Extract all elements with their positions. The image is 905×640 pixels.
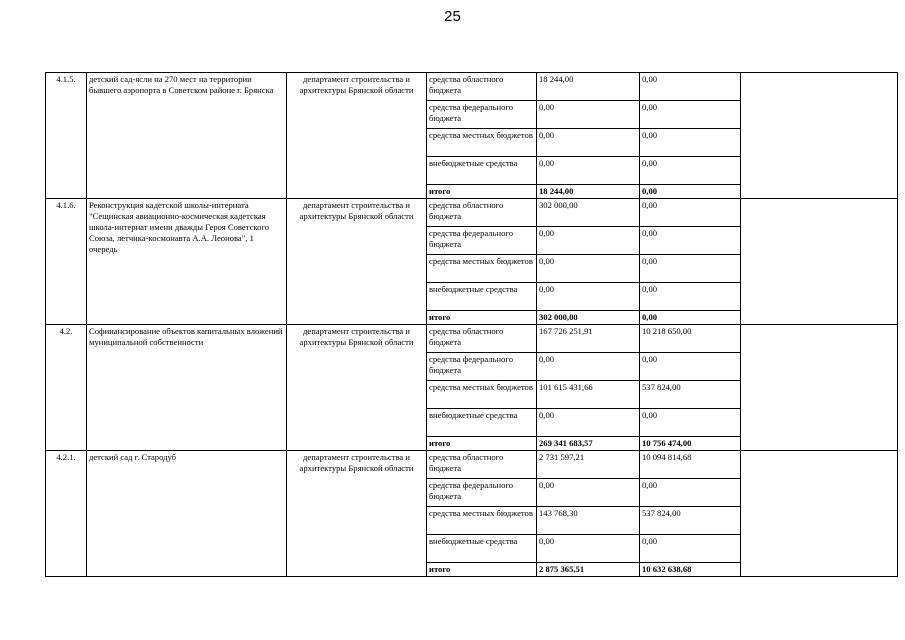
amount-column-1: 302 000,00 — [537, 199, 640, 227]
total-label: итого — [427, 185, 537, 199]
total-amount-1: 18 244,00 — [537, 185, 640, 199]
responsible-department: департамент строительства и архитектуры Брянской области — [287, 451, 427, 577]
item-number: 4.1.5. — [46, 73, 87, 199]
responsible-department: департамент строительства и архитектуры Брянской области — [287, 325, 427, 451]
total-label: итого — [427, 311, 537, 325]
amount-column-1: 101 615 431,66 — [537, 381, 640, 409]
total-amount-1: 2 875 365,51 — [537, 563, 640, 577]
amount-column-2: 0,00 — [640, 409, 741, 437]
funding-source: средства местных бюджетов — [427, 255, 537, 283]
amount-column-2: 0,00 — [640, 535, 741, 563]
amount-column-1: 0,00 — [537, 157, 640, 185]
amount-column-2: 537 824,00 — [640, 507, 741, 535]
item-number: 4.2. — [46, 325, 87, 451]
amount-column-1: 0,00 — [537, 129, 640, 157]
table-row — [46, 325, 898, 353]
funding-source: средства местных бюджетов — [427, 507, 537, 535]
funding-source: внебюджетные средства — [427, 409, 537, 437]
item-number: 4.2.1. — [46, 451, 87, 577]
empty-cell — [741, 199, 898, 325]
item-name: Софинансирование объектов капитальных вложений муниципальной собственности — [87, 325, 287, 451]
item-name: детский сад-ясли на 270 мест на территории бывшего аэропорта в Советском районе г. Брянска — [87, 73, 287, 199]
funding-source: средства местных бюджетов — [427, 129, 537, 157]
total-amount-1: 302 000,00 — [537, 311, 640, 325]
amount-column-2: 10 094 814,68 — [640, 451, 741, 479]
amount-column-1: 143 768,30 — [537, 507, 640, 535]
amount-column-1: 0,00 — [537, 227, 640, 255]
amount-column-2: 0,00 — [640, 283, 741, 311]
total-label: итого — [427, 437, 537, 451]
responsible-department: департамент строительства и архитектуры Брянской области — [287, 73, 427, 199]
funding-source: внебюджетные средства — [427, 157, 537, 185]
amount-column-2: 0,00 — [640, 101, 741, 129]
amount-column-2: 537 824,00 — [640, 381, 741, 409]
amount-column-2: 0,00 — [640, 479, 741, 507]
item-name: детский сад г. Стародуб — [87, 451, 287, 577]
total-amount-2: 0,00 — [640, 185, 741, 199]
item-name: Реконструкция кадетской школы-интерната "Сещинская авиационно-космическая кадетская школа-интернат имени дважды Героя Советского Союза, летчика-космонавта А.А. Леонова", 1 очередь — [87, 199, 287, 325]
table-row — [46, 73, 898, 101]
funding-source: средства федерального бюджета — [427, 353, 537, 381]
funding-source: средства федерального бюджета — [427, 227, 537, 255]
amount-column-1: 0,00 — [537, 353, 640, 381]
amount-column-1: 18 244,00 — [537, 73, 640, 101]
amount-column-2: 0,00 — [640, 73, 741, 101]
empty-cell — [741, 451, 898, 577]
amount-column-2: 0,00 — [640, 129, 741, 157]
table-row — [46, 199, 898, 227]
amount-column-2: 0,00 — [640, 227, 741, 255]
funding-table — [45, 72, 898, 577]
funding-source: внебюджетные средства — [427, 535, 537, 563]
total-amount-2: 10 756 474,00 — [640, 437, 741, 451]
amount-column-1: 0,00 — [537, 101, 640, 129]
page-number: 25 — [444, 8, 461, 25]
amount-column-1: 0,00 — [537, 409, 640, 437]
empty-cell — [741, 73, 898, 199]
responsible-department: департамент строительства и архитектуры Брянской области — [287, 199, 427, 325]
amount-column-1: 0,00 — [537, 479, 640, 507]
amount-column-2: 0,00 — [640, 157, 741, 185]
funding-source: средства местных бюджетов — [427, 381, 537, 409]
funding-source: внебюджетные средства — [427, 283, 537, 311]
amount-column-2: 10 218 650,00 — [640, 325, 741, 353]
amount-column-1: 167 726 251,91 — [537, 325, 640, 353]
empty-cell — [741, 325, 898, 451]
table-body — [46, 73, 898, 577]
total-amount-2: 10 632 638,68 — [640, 563, 741, 577]
table-row — [46, 451, 898, 479]
amount-column-1: 0,00 — [537, 535, 640, 563]
total-label: итого — [427, 563, 537, 577]
amount-column-1: 2 731 597,21 — [537, 451, 640, 479]
funding-source: средства федерального бюджета — [427, 479, 537, 507]
funding-source: средства федерального бюджета — [427, 101, 537, 129]
funding-source: средства областного бюджета — [427, 199, 537, 227]
funding-source: средства областного бюджета — [427, 73, 537, 101]
amount-column-1: 0,00 — [537, 255, 640, 283]
amount-column-2: 0,00 — [640, 199, 741, 227]
funding-source: средства областного бюджета — [427, 451, 537, 479]
funding-source: средства областного бюджета — [427, 325, 537, 353]
amount-column-2: 0,00 — [640, 255, 741, 283]
total-amount-1: 269 341 683,57 — [537, 437, 640, 451]
amount-column-2: 0,00 — [640, 353, 741, 381]
item-number: 4.1.6. — [46, 199, 87, 325]
total-amount-2: 0,00 — [640, 311, 741, 325]
amount-column-1: 0,00 — [537, 283, 640, 311]
